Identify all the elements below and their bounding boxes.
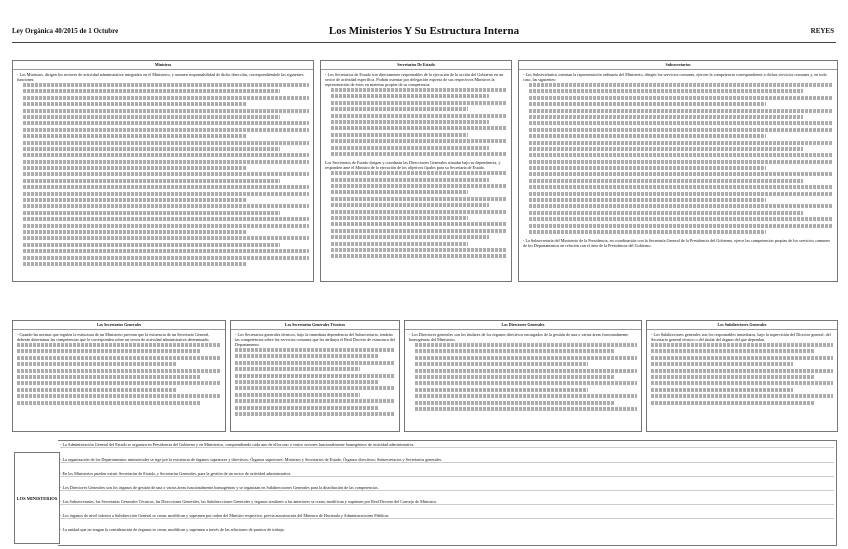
sgt-title: Los Secretarios Generales Técnicos: [231, 321, 399, 330]
ministerios-row: - La Administración General del Estado se organiza en Presidencia del Gobierno y en Ministerios, comprendiendo cada uno de ellos uno o varios sectores funcionalmente homogéneos de actividad administrativa.: [60, 442, 834, 448]
subsecretarios-list: [519, 82, 837, 234]
subsecretarios-title: Subsecretarios: [519, 61, 837, 70]
ministerios-row: - Las Subsecretarías, las Secretarías Generales Técnicas, las Direcciones Generales, las Subdirecciones Generales y órganos similares a las anteriores se crean, modifican y suprimen por Real Decreto del Consejo de Ministros.: [60, 499, 834, 505]
directores-generales-lines: [405, 342, 641, 411]
ministerios-row: - La organización de los Departamentos ministeriales se rige por la existencia de órganos superiores y directivos: Órganos superiores: Ministros y Secretarios de Estado. Órganos directivos: Subsecretarios y Secretarios generales.: [60, 457, 834, 463]
sgt-text: - Los Secretarios generales técnicos, bajo la inmediata dependencia del Subsecretario, tendrán las competencias sobre los servicios comunes que les atribuya el Real Decreto de estructura del Departamento.: [235, 332, 395, 347]
ministerios-side-label: LOS MINISTERIOS: [14, 452, 60, 544]
sgt-lines: [231, 347, 399, 416]
ministros-panel: [12, 60, 314, 282]
subsecretarios-panel: [518, 60, 838, 282]
page-title: Los Ministerios Y Su Estructura Interna: [328, 25, 520, 37]
author-name: REYES: [810, 27, 834, 35]
secretarios-estado-list-2: [321, 170, 511, 258]
ministerios-row: - Los Directores Generales son los órganos de gestión de una o varias áreas funcionalmente homogéneas y se organizan en Subdirecciones Generales para la distribución de las competencias.: [60, 485, 834, 491]
subdirectores-generales-text: - Los Subdirectores generales son los responsables inmediatos, bajo la supervisión del Director general, del Secretario general técnico o del titular del órgano del que dependan.: [651, 332, 831, 342]
secretarios-generales-panel: [12, 320, 226, 432]
subdirectores-generales-panel: [646, 320, 838, 432]
secretarios-generales-tecnicos-panel: [230, 320, 400, 432]
secretarios-estado-list: [321, 87, 511, 156]
secretarios-estado-intro: - Los Secretarios de Estado son directamente responsables de la ejecución de la acción del Gobierno en un sector de actividad específica. Podrán ostentar por delegación expresa de sus respectivos Ministros la representación de éstos en materias propias de su competencia.: [325, 72, 504, 87]
subsecretarios-intro: - Los Subsecretarios ostentan la representación ordinaria del Ministerio, dirigen los servicios comunes, ejercen la competencia correspondiente a dichos servicios comunes y, en todo caso, las siguientes:: [523, 72, 827, 82]
ministerios-row: - Los órganos de nivel inferior a Subdirección General se crean, modifican y suprimen por orden del Ministro respectivo, previa autorización del Ministro de Hacienda y Administraciones Públicas.: [60, 513, 834, 519]
ministerios-row: - En los Ministerios pueden existir Secretarías de Estado, y Secretarías Generales, para la gestión de un sector de actividad administrativa.: [60, 471, 834, 477]
header-rule: [12, 42, 836, 43]
subdirectores-generales-lines: [647, 342, 837, 405]
subsecretarios-note: - La Subsecretaría del Ministerio de la Presidencia, en coordinación con la Secretaría General de la Presidencia del Gobierno, ejerce las competencias propias de los servicios comunes de los Departamentos en relación con el área de la Presidencia del Gobierno.: [523, 238, 830, 249]
ministros-intro: - Los Ministros, dirigen los sectores de actividad administrativa integrados en el Ministerio, y asumen responsabilidad de dicho dirección, correspondiéndole las siguientes funciones:: [17, 72, 304, 82]
directores-generales-text: - Los Directores generales son los titulares de los órganos directivos encargados de la gestión de una o varias áreas funcionalmente homogéneas del Ministerio.: [409, 332, 629, 342]
secretarios-generales-text: - Cuando las normas que regulen la estructura de un Ministerio prevean que la existencia de un Secretario General, deberán determinar las competencias que le corresponden sobre un sector de actividad administrativa determinado.: [17, 332, 210, 342]
secretarios-estado-title: Secretarios De Estado: [321, 61, 511, 70]
subdirectores-generales-title: Los Subdirectores Generales: [647, 321, 837, 330]
secretarios-estado-note: Los Secretarios de Estado dirigen y coordinan las Direcciones Generales situadas bajo su dependencia, y responden ante el Ministro de la ejecución de los objetivos fijados para su Secretaría de Estado.: [325, 160, 501, 171]
directores-generales-title: Los Directores Generales: [405, 321, 641, 330]
secretarios-generales-lines: [13, 342, 225, 405]
law-reference: Ley Orgánica 40/2015 de 1 Octubre: [12, 27, 119, 35]
document-header: [0, 27, 848, 39]
ministros-title: Ministros: [13, 61, 313, 70]
directores-generales-panel: [404, 320, 642, 432]
secretarios-estado-panel: [320, 60, 512, 282]
ministerios-row: - La unidad que no tengan la consideración de órganos se crean, modifican y suprimen a través de las relaciones de puestos de trabajo.: [60, 527, 285, 532]
ministros-function-list: [13, 82, 313, 266]
secretarios-generales-title: Los Secretarios Generales: [13, 321, 225, 330]
